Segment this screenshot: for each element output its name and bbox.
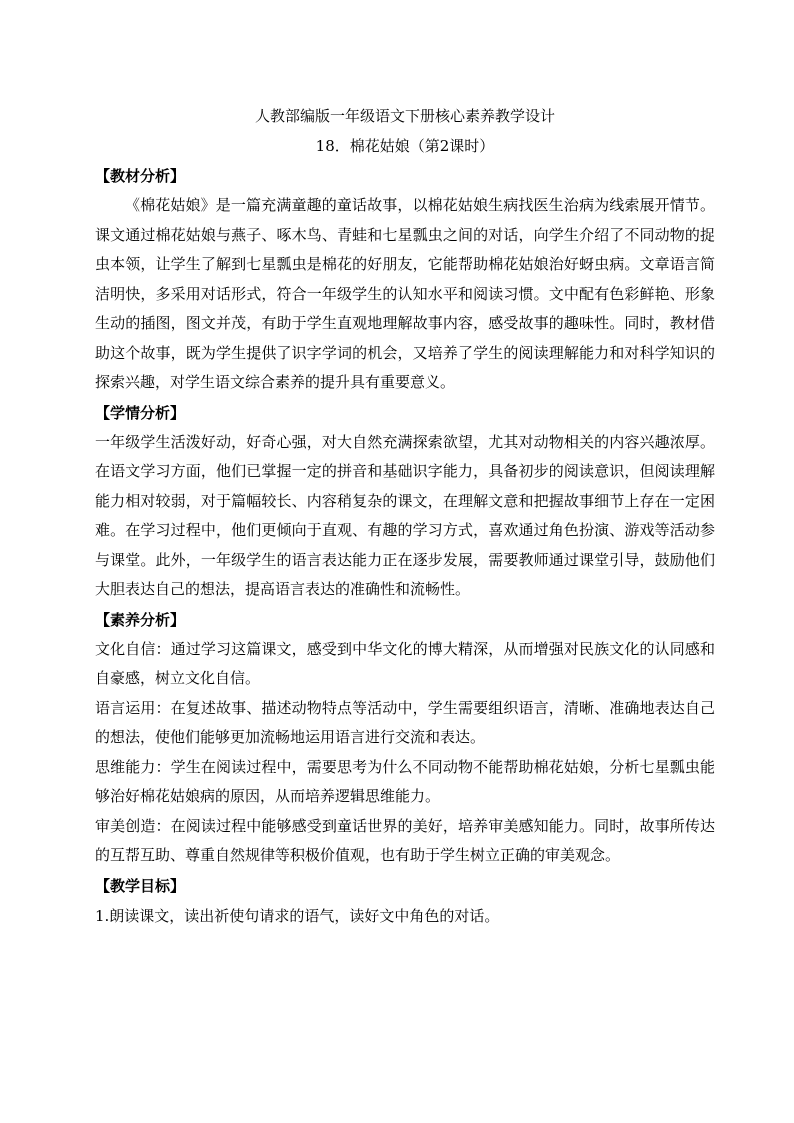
learner-analysis-text: 一年级学生活泼好动，好奇心强，对大自然充满探索欲望，尤其对动物相关的内容兴趣浓厚。在语文学习方面，他们已掌握一定的拼音和基础识字能力，具备初步的阅读意识，但阅读理解能力相对较弱，对于篇幅较长、内容稍复杂的课文，在理解文意和把握故事细节上存在一定困难。在学习过程中，他们更倾向于直观、有趣的学习方式，喜欢通过角色扮演、游戏等活动参与课堂。此外，一年级学生的语言表达能力正在逐步发展，需要教师通过课堂引导，鼓励他们大胆表达自己的想法，提高语言表达的准确性和流畅性。 — [95, 432, 715, 598]
learner-analysis-heading: 【学情分析】 — [95, 403, 186, 422]
literacy-culture-text: 文化自信：通过学习这篇课文，感受到中华文化的博大精深，从而增强对民族文化的认同感和自豪感，树立文化自信。 — [95, 639, 715, 687]
teaching-goals-heading: 【教学目标】 — [95, 876, 186, 895]
material-analysis-text: 《棉花姑娘》是一篇充满童趣的童话故事，以棉花姑娘生病找医生治病为线索展开情节。课文通过棉花姑娘与燕子、啄木鸟、青蛙和七星瓢虫之间的对话，向学生介绍了不同动物的捉虫本领，让学生了解到七星瓢虫是棉花的好朋友，它能帮助棉花姑娘治好蚜虫病。文章语言简洁明快，多采用对话形式，符合一年级学生的认知水平和阅读习惯。文中配有色彩鲜艳、形象生动的插图，图文并茂，有助于学生直观地理解故事内容，感受故事的趣味性。同时，教材借助这个故事，既为学生提供了识字学词的机会，又培养了学生的阅读理解能力和对科学知识的探索兴趣，对学生语文综合素养的提升具有重要意义。 — [95, 196, 715, 391]
teaching-goal-item: 1.朗读课文，读出祈使句请求的语气，读好文中角色的对话。 — [95, 906, 500, 925]
literacy-analysis-heading: 【素养分析】 — [95, 610, 186, 629]
literacy-language-text: 语言运用：在复述故事、描述动物特点等活动中，学生需要组织语言，清晰、准确地表达自己的想法，使他们能够更加流畅地运用语言进行交流和表达。 — [95, 698, 715, 746]
literacy-thinking-text: 思维能力：学生在阅读过程中，需要思考为什么不同动物不能帮助棉花姑娘，分析七星瓢虫能够治好棉花姑娘病的原因，从而培养逻辑思维能力。 — [95, 757, 715, 805]
lesson-title: 18．棉花姑娘（第2课时） — [315, 137, 495, 155]
literacy-aesthetic-text: 审美创造：在阅读过程中能够感受到童话世界的美好，培养审美感知能力。同时，故事所传达的互帮互助、尊重自然规律等积极价值观，也有助于学生树立正确的审美观念。 — [95, 816, 715, 864]
document-body — [95, 101, 715, 931]
material-analysis-heading: 【教材分析】 — [95, 167, 186, 185]
document-title: 人教部编版一年级语文下册核心素养教学设计 — [254, 107, 555, 125]
